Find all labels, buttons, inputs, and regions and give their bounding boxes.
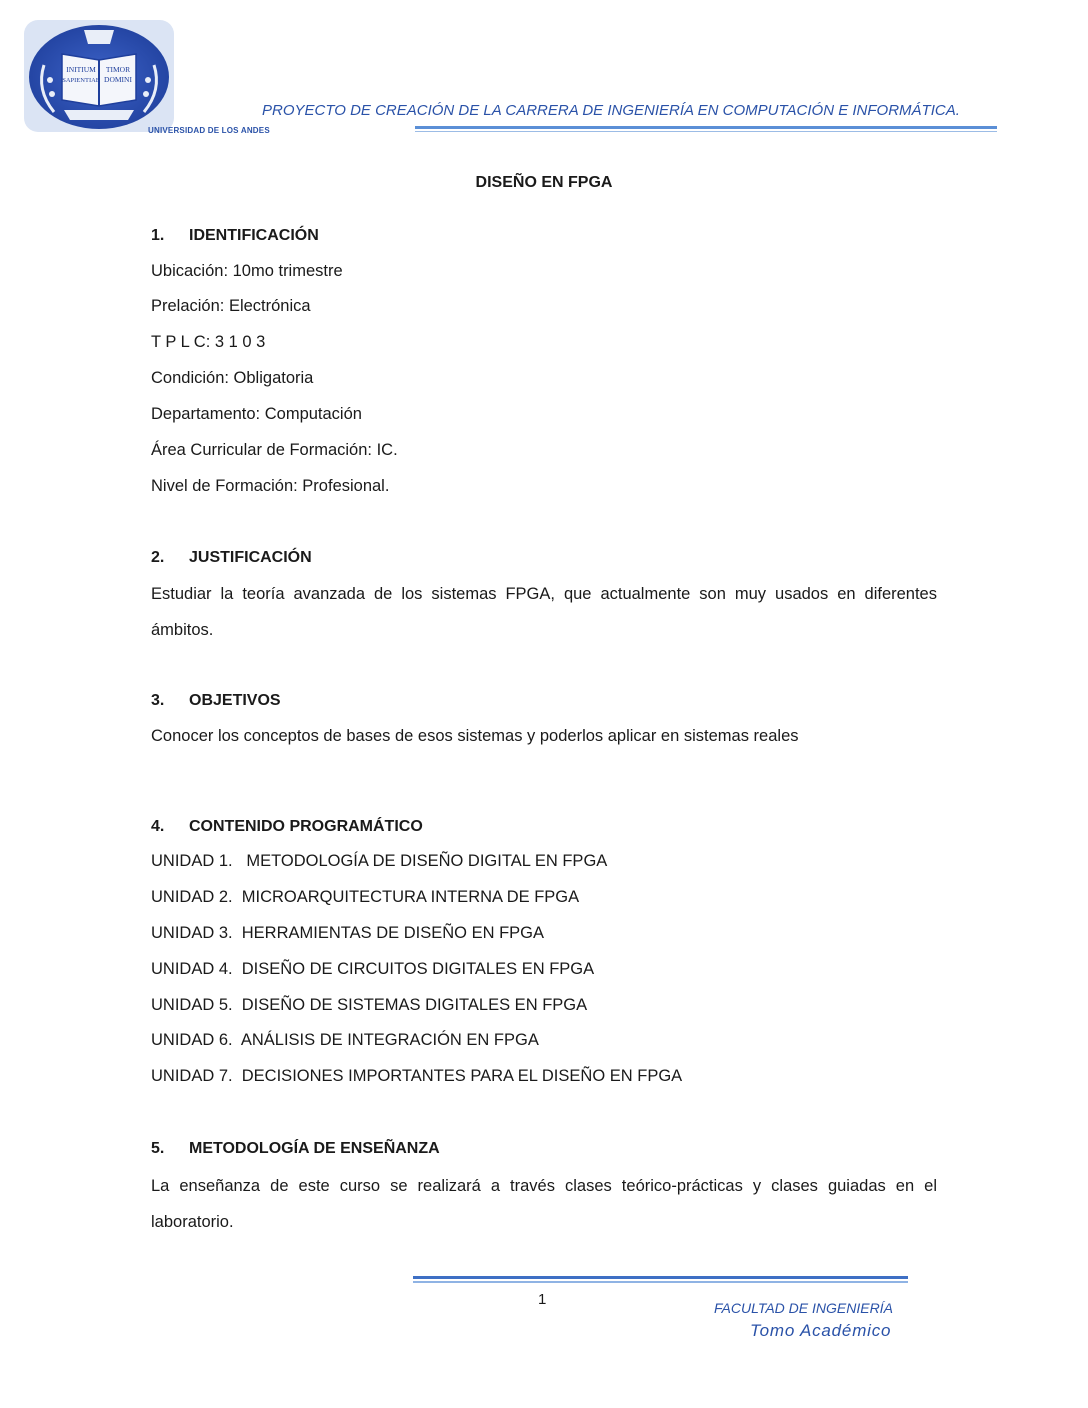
logo-text-3: TIMOR xyxy=(105,65,131,74)
tomo-label: Tomo Académico xyxy=(750,1321,892,1340)
section-number: 4. xyxy=(151,818,165,835)
logo-text-2: SAPIENTIAE xyxy=(62,77,100,84)
unit-item: UNIDAD 2. MICROARQUITECTURA INTERNA DE FPGA xyxy=(151,888,580,906)
section-heading-metodologia xyxy=(151,1140,440,1158)
section-title: JUSTIFICACIÓN xyxy=(189,549,312,566)
unit-item: UNIDAD 1. METODOLOGÍA DE DISEÑO DIGITAL EN FPGA xyxy=(151,852,608,870)
section-title: CONTENIDO PROGRAMÁTICO xyxy=(189,818,423,835)
section-heading-justificacion xyxy=(151,549,312,567)
section-number: 2. xyxy=(151,549,165,566)
ident-tplc: T P L C: 3 1 0 3 xyxy=(151,333,266,351)
section-heading-identificacion xyxy=(151,227,319,245)
ident-condicion: Condición: Obligatoria xyxy=(151,369,314,387)
section-number: 3. xyxy=(151,692,165,709)
unit-item: UNIDAD 4. DISEÑO DE CIRCUITOS DIGITALES EN FPGA xyxy=(151,960,595,978)
section-heading-objetivos xyxy=(151,692,281,710)
ident-prelacion: Prelación: Electrónica xyxy=(151,297,311,315)
section-title: IDENTIFICACIÓN xyxy=(189,227,319,244)
unit-item: UNIDAD 5. DISEÑO DE SISTEMAS DIGITALES EN FPGA xyxy=(151,996,588,1014)
unit-item: UNIDAD 6. ANÁLISIS DE INTEGRACIÓN EN FPGA xyxy=(151,1031,539,1049)
unit-item: UNIDAD 3. HERRAMIENTAS DE DISEÑO EN FPGA xyxy=(151,924,545,942)
section-heading-contenido xyxy=(151,818,423,836)
ident-area: Área Curricular de Formación: IC. xyxy=(151,441,398,459)
justification-text: Estudiar la teoría avanzada de los sistemas FPGA, que actualmente son muy usados en diferentes ámbitos. xyxy=(151,585,937,639)
header-rule-thin xyxy=(415,131,997,132)
footer-rule-thin xyxy=(413,1281,908,1283)
header-rule xyxy=(415,126,997,129)
logo-text-1: INITIUM xyxy=(66,65,96,74)
methodology-text: La enseñanza de este curso se realizará a través clases teórico-prácticas y clases guiadas en el laboratorio. xyxy=(151,1177,937,1231)
ident-departamento: Departamento: Computación xyxy=(151,405,362,423)
ident-ubicacion: Ubicación: 10mo trimestre xyxy=(151,262,343,280)
university-logo xyxy=(24,20,174,132)
document-title: DISEÑO EN FPGA xyxy=(475,174,613,191)
university-name: UNIVERSIDAD DE LOS ANDES xyxy=(148,126,270,135)
logo-text-4: DOMINI xyxy=(104,75,132,84)
section-title: OBJETIVOS xyxy=(189,692,281,709)
project-header: PROYECTO DE CREACIÓN DE LA CARRERA DE INGENIERÍA EN COMPUTACIÓN E INFORMÁTICA. xyxy=(262,102,960,119)
ident-nivel: Nivel de Formación: Profesional. xyxy=(151,477,390,495)
objectives-text: Conocer los conceptos de bases de esos sistemas y poderlos aplicar en sistemas reales xyxy=(151,727,799,745)
faculty-label: FACULTAD DE INGENIERÍA xyxy=(714,1300,893,1316)
unit-item: UNIDAD 7. DECISIONES IMPORTANTES PARA EL DISEÑO EN FPGA xyxy=(151,1067,683,1085)
section-number: 1. xyxy=(151,227,165,244)
footer-rule xyxy=(413,1276,908,1279)
section-title: METODOLOGÍA DE ENSEÑANZA xyxy=(189,1140,440,1157)
section-number: 5. xyxy=(151,1140,165,1157)
page-number: 1 xyxy=(538,1291,547,1308)
